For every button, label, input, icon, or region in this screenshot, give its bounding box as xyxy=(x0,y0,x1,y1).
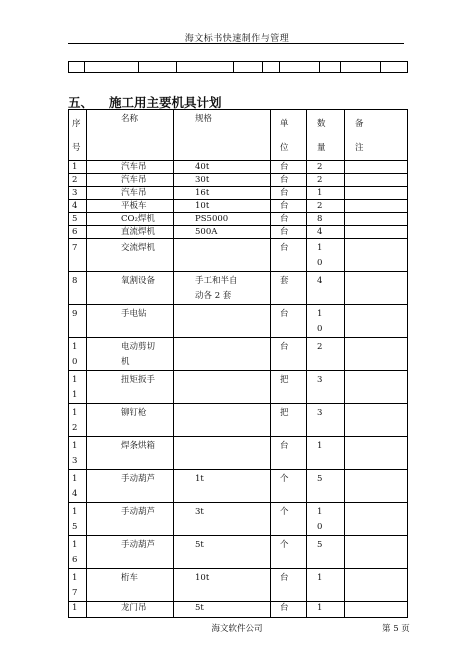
cell-spec-line: 10t xyxy=(195,573,210,583)
cell-spec xyxy=(174,161,271,174)
cell-qty xyxy=(307,470,345,503)
cell-unit: 台 xyxy=(271,187,307,200)
cell-qty-line: 2 xyxy=(317,162,323,172)
cell-index xyxy=(69,200,87,213)
cell-note xyxy=(345,503,408,536)
cell-unit: 个 xyxy=(271,503,307,536)
cell-index-line: 1 xyxy=(72,375,78,385)
cell-spec-line: 5t xyxy=(195,540,204,550)
cell-index-line: 4 xyxy=(72,489,78,499)
cell-index-line: 5 xyxy=(72,214,78,224)
table-row xyxy=(69,239,408,272)
cell-name-line: 手动葫芦 xyxy=(121,474,156,484)
cell-index-line: 4 xyxy=(72,201,78,211)
cell-spec xyxy=(174,569,271,602)
cell-qty-line: 0 xyxy=(317,522,323,532)
cell-index xyxy=(69,503,87,536)
cell-index xyxy=(69,437,87,470)
cell-index-line: 1 xyxy=(72,408,78,418)
cell-index-line: 9 xyxy=(72,309,78,319)
section-title: 施工用主要机具计划 xyxy=(109,95,222,110)
cell-index xyxy=(69,338,87,371)
header-name: 名称 xyxy=(87,110,174,161)
cell-spec-line: 16t xyxy=(195,188,210,198)
table-header-row xyxy=(69,110,408,161)
cell-qty xyxy=(307,602,345,618)
header-note-line: 备 xyxy=(355,119,364,129)
cell-name xyxy=(87,437,174,470)
cell-qty xyxy=(307,305,345,338)
cell-qty-line: 8 xyxy=(317,214,323,224)
header-spec: 规格 xyxy=(174,110,271,161)
cell-qty xyxy=(307,569,345,602)
cell-name xyxy=(87,213,174,226)
cell-index xyxy=(69,213,87,226)
header-note-line: 注 xyxy=(355,143,364,153)
cell-name-line: 龙门吊 xyxy=(121,603,147,613)
cell-name xyxy=(87,226,174,239)
cell-spec xyxy=(174,187,271,200)
cell-note xyxy=(345,239,408,272)
cell-name-line: CO₂焊机 xyxy=(121,214,155,224)
cell-name-line: 手动葫芦 xyxy=(121,507,156,517)
cell-qty-line: 5 xyxy=(317,540,323,550)
cell-unit: 台 xyxy=(271,200,307,213)
cell-index-line: 8 xyxy=(72,276,78,286)
cell-note xyxy=(345,602,408,618)
cell-spec xyxy=(174,239,271,272)
cell-name xyxy=(87,470,174,503)
cell-spec xyxy=(174,404,271,437)
cell-spec-line: 1t xyxy=(195,474,204,484)
table-row xyxy=(69,371,408,404)
cell-unit: 台 xyxy=(271,226,307,239)
cell-index-line: 1 xyxy=(72,390,78,400)
cell-name-line: 氧割设备 xyxy=(121,276,156,286)
cell-spec xyxy=(174,200,271,213)
cell-spec xyxy=(174,602,271,618)
header-rule xyxy=(68,43,404,44)
cell-index-line: 1 xyxy=(72,474,78,484)
cell-note xyxy=(345,338,408,371)
cell-index xyxy=(69,569,87,602)
cell-spec-line: 10t xyxy=(195,201,210,211)
cell-index-line: 1 xyxy=(72,573,78,583)
table-row xyxy=(69,187,408,200)
cell-spec xyxy=(174,272,271,305)
table-row xyxy=(69,470,408,503)
cell-name-line: 交流焊机 xyxy=(121,243,156,253)
table-row xyxy=(69,213,408,226)
cell-qty-line: 3 xyxy=(317,408,323,418)
header-qty-line: 数 xyxy=(317,119,326,129)
cell-qty xyxy=(307,187,345,200)
cell-index xyxy=(69,187,87,200)
cell-spec xyxy=(174,213,271,226)
cell-index-line: 0 xyxy=(72,357,78,367)
cell-spec xyxy=(174,305,271,338)
cell-qty-line: 2 xyxy=(317,201,323,211)
cell-index xyxy=(69,536,87,569)
cell-qty-line: 0 xyxy=(317,258,323,268)
cell-qty xyxy=(307,226,345,239)
cell-name-line: 直流焊机 xyxy=(121,227,156,237)
cell-index-line: 3 xyxy=(72,188,78,198)
cell-qty xyxy=(307,239,345,272)
cell-qty-line: 1 xyxy=(317,243,323,253)
cell-note xyxy=(345,272,408,305)
cell-note xyxy=(345,569,408,602)
cell-index xyxy=(69,602,87,618)
cell-unit: 台 xyxy=(271,602,307,618)
cell-spec-line: 5t xyxy=(195,603,204,613)
cell-index-line: 6 xyxy=(72,227,78,237)
cell-spec xyxy=(174,338,271,371)
cell-qty-line: 4 xyxy=(317,276,323,286)
cell-note xyxy=(345,174,408,187)
cell-name xyxy=(87,503,174,536)
cell-name-line: 机 xyxy=(121,357,130,367)
cell-qty-line: 1 xyxy=(317,573,323,583)
cell-name xyxy=(87,404,174,437)
cell-index-line: 1 xyxy=(72,507,78,517)
cell-qty-line: 1 xyxy=(317,603,323,613)
cell-qty xyxy=(307,536,345,569)
cell-spec xyxy=(174,503,271,536)
header-qty-line: 量 xyxy=(317,143,326,153)
cell-index-line: 5 xyxy=(72,522,78,532)
footer-page-number: 第 5 页 xyxy=(382,624,410,634)
cell-spec-line: PS5000 xyxy=(195,214,229,224)
equipment-table-body xyxy=(69,110,408,618)
header-unit-line: 位 xyxy=(280,143,289,153)
cell-unit: 台 xyxy=(271,569,307,602)
cell-spec-line: 40t xyxy=(195,162,210,172)
cell-note xyxy=(345,371,408,404)
cell-index-line: 1 xyxy=(72,441,78,451)
cell-index xyxy=(69,239,87,272)
cell-unit: 把 xyxy=(271,371,307,404)
cell-spec xyxy=(174,174,271,187)
table-row xyxy=(69,305,408,338)
cell-spec-line: 500A xyxy=(195,227,218,237)
cell-name-line: 汽车吊 xyxy=(121,188,147,198)
cell-index xyxy=(69,174,87,187)
cell-note xyxy=(345,404,408,437)
cell-qty-line: 0 xyxy=(317,324,323,334)
cell-qty xyxy=(307,272,345,305)
cell-index xyxy=(69,371,87,404)
cell-note xyxy=(345,470,408,503)
table-row xyxy=(69,338,408,371)
cell-name xyxy=(87,187,174,200)
cell-name xyxy=(87,161,174,174)
cell-unit: 台 xyxy=(271,239,307,272)
cell-spec xyxy=(174,371,271,404)
cell-name-line: 手电钻 xyxy=(121,309,147,319)
cell-note xyxy=(345,200,408,213)
cell-index xyxy=(69,226,87,239)
cell-name xyxy=(87,338,174,371)
table-row xyxy=(69,161,408,174)
cell-qty xyxy=(307,503,345,536)
cell-index xyxy=(69,272,87,305)
table-row xyxy=(69,503,408,536)
cell-unit: 台 xyxy=(271,213,307,226)
previous-table-fragment xyxy=(68,61,408,73)
table-row xyxy=(69,200,408,213)
cell-qty-line: 3 xyxy=(317,375,323,385)
header-unit xyxy=(271,110,307,161)
cell-spec xyxy=(174,536,271,569)
cell-qty-line: 1 xyxy=(317,441,323,451)
cell-index xyxy=(69,161,87,174)
cell-name xyxy=(87,174,174,187)
cell-name xyxy=(87,602,174,618)
cell-qty xyxy=(307,338,345,371)
table-row xyxy=(69,437,408,470)
table-row xyxy=(69,602,408,618)
cell-name xyxy=(87,371,174,404)
cell-spec xyxy=(174,470,271,503)
cell-qty-line: 5 xyxy=(317,474,323,484)
table-row xyxy=(69,536,408,569)
cell-name-line: 扭矩扳手 xyxy=(121,375,156,385)
section-number: 五、 xyxy=(68,95,94,110)
cell-index xyxy=(69,404,87,437)
header-index-line: 序 xyxy=(72,119,81,129)
header-note xyxy=(345,110,408,161)
cell-index xyxy=(69,470,87,503)
cell-unit: 个 xyxy=(271,470,307,503)
cell-name xyxy=(87,305,174,338)
cell-unit: 台 xyxy=(271,437,307,470)
cell-qty-line: 4 xyxy=(317,227,323,237)
cell-unit: 台 xyxy=(271,161,307,174)
cell-name-line: 汽车吊 xyxy=(121,175,147,185)
cell-unit: 套 xyxy=(271,272,307,305)
table-row xyxy=(69,226,408,239)
cell-spec-line: 动各 2 套 xyxy=(195,291,232,301)
cell-name xyxy=(87,272,174,305)
cell-qty xyxy=(307,371,345,404)
table-row xyxy=(69,569,408,602)
cell-spec-line: 手工和半自 xyxy=(195,276,238,286)
cell-index-line: 1 xyxy=(72,342,78,352)
cell-qty-line: 2 xyxy=(317,175,323,185)
cell-note xyxy=(345,305,408,338)
cell-qty xyxy=(307,213,345,226)
cell-note xyxy=(345,536,408,569)
cell-index-line: 1 xyxy=(72,603,78,613)
cell-index xyxy=(69,305,87,338)
cell-name-line: 铆钉枪 xyxy=(121,408,147,418)
page-header-title: 海文标书快速制作与管理 xyxy=(184,34,290,44)
header-index xyxy=(69,110,87,161)
cell-name-line: 桁车 xyxy=(121,573,139,583)
cell-name-line: 汽车吊 xyxy=(121,162,147,172)
cell-index-line: 2 xyxy=(72,423,78,433)
table-row xyxy=(69,404,408,437)
cell-name-line: 焊条烘箱 xyxy=(121,441,156,451)
header-unit-line: 单 xyxy=(280,119,289,129)
cell-index-line: 6 xyxy=(72,555,78,565)
cell-qty-line: 1 xyxy=(317,309,323,319)
table-row xyxy=(69,272,408,305)
cell-unit: 把 xyxy=(271,404,307,437)
cell-name xyxy=(87,569,174,602)
header-index-line: 号 xyxy=(72,143,81,153)
cell-index-line: 2 xyxy=(72,175,78,185)
cell-note xyxy=(345,437,408,470)
cell-note xyxy=(345,226,408,239)
cell-note xyxy=(345,187,408,200)
cell-qty xyxy=(307,200,345,213)
footer-company: 海文软件公司 xyxy=(211,624,263,634)
cell-note xyxy=(345,161,408,174)
cell-unit: 个 xyxy=(271,536,307,569)
cell-spec-line: 3t xyxy=(195,507,204,517)
header-qty xyxy=(307,110,345,161)
cell-name xyxy=(87,239,174,272)
cell-qty-line: 1 xyxy=(317,188,323,198)
cell-name-line: 平板车 xyxy=(121,201,147,211)
cell-index-line: 7 xyxy=(72,243,78,253)
cell-note xyxy=(345,213,408,226)
cell-unit: 台 xyxy=(271,174,307,187)
cell-name-line: 手动葫芦 xyxy=(121,540,156,550)
cell-spec xyxy=(174,437,271,470)
cell-spec-line: 30t xyxy=(195,175,210,185)
cell-index-line: 7 xyxy=(72,588,78,598)
equipment-table xyxy=(68,109,408,618)
cell-index-line: 3 xyxy=(72,456,78,466)
cell-name-line: 电动剪切 xyxy=(121,342,156,352)
cell-qty-line: 2 xyxy=(317,342,323,352)
cell-spec xyxy=(174,226,271,239)
cell-name xyxy=(87,200,174,213)
cell-qty-line: 1 xyxy=(317,507,323,517)
cell-unit: 台 xyxy=(271,338,307,371)
cell-unit: 台 xyxy=(271,305,307,338)
cell-qty xyxy=(307,404,345,437)
table-row xyxy=(69,174,408,187)
cell-index-line: 1 xyxy=(72,540,78,550)
cell-index-line: 1 xyxy=(72,162,78,172)
cell-qty xyxy=(307,161,345,174)
cell-name xyxy=(87,536,174,569)
cell-qty xyxy=(307,437,345,470)
cell-qty xyxy=(307,174,345,187)
